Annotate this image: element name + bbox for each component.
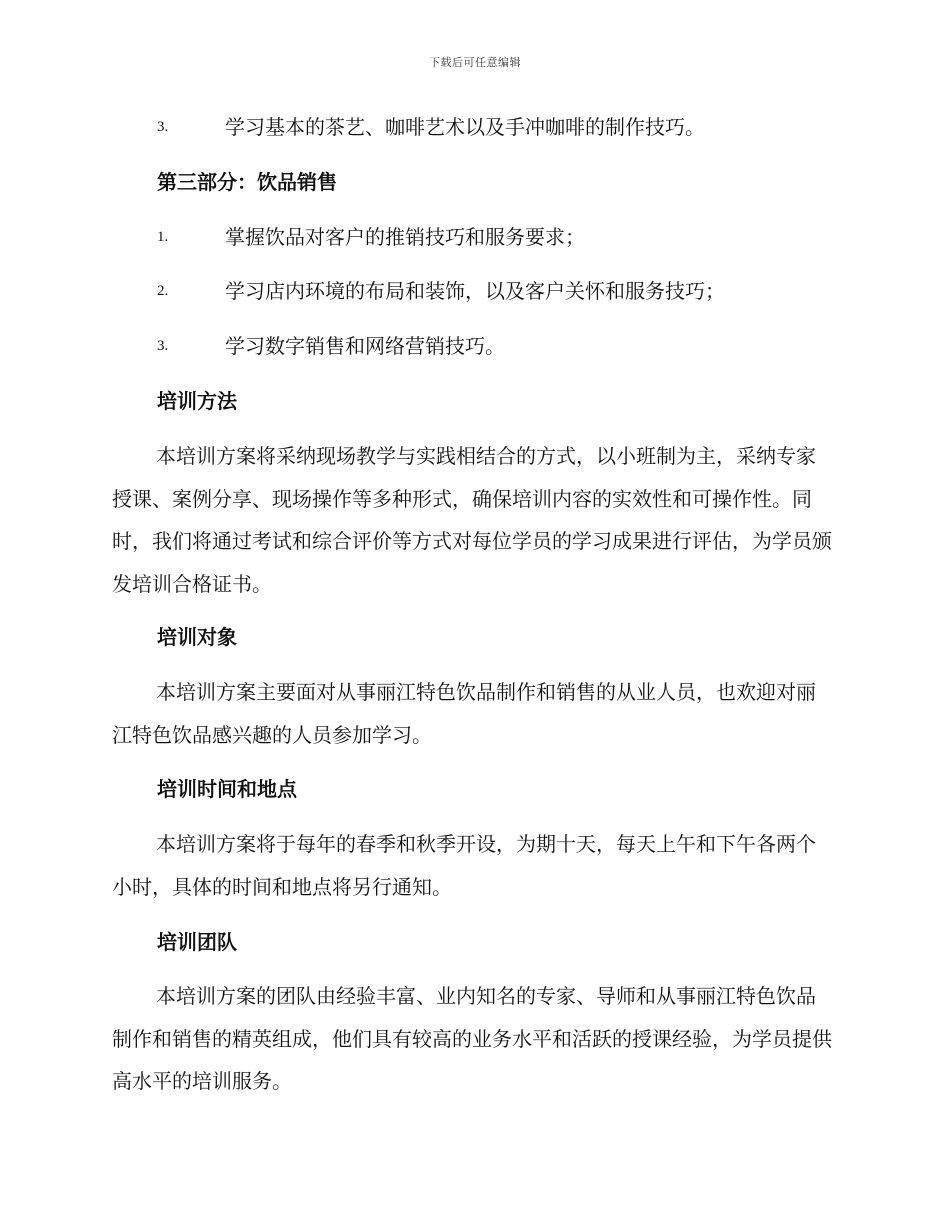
section-heading-team: 培训团队 <box>157 930 237 954</box>
list-number: 1. <box>157 229 169 245</box>
paragraph-text: 本培训方案的团队由经验丰富、业内知名的专家、导师和从事丽江特色饮品制作和销售的精英组成，他们具有较高的业务水平和活跃的授课经验，为学员提供高水平的培训服务。 <box>112 984 832 1093</box>
section-heading-part3: 第三部分：饮品销售 <box>157 170 337 194</box>
paragraph-methods <box>112 435 832 605</box>
list-text: 掌握饮品对客户的推销技巧和服务要求； <box>225 225 585 249</box>
list-text: 学习店内环境的布局和装饰，以及客户关怀和服务技巧； <box>225 279 725 303</box>
section-heading-schedule: 培训时间和地点 <box>157 777 297 801</box>
list-number: 2. <box>157 283 169 299</box>
list-text: 学习基本的茶艺、咖啡艺术以及手冲咖啡的制作技巧。 <box>225 115 705 139</box>
list-text: 学习数字销售和网络营销技巧。 <box>225 334 505 358</box>
list-number: 3. <box>157 338 169 354</box>
paragraph-text: 本培训方案将采纳现场教学与实践相结合的方式，以小班制为主，采纳专家授课、案例分享、现场操作等多种形式，确保培训内容的实效性和可操作性。同时，我们将通过考试和综合评价等方式对每位学员的学习成果进行评估，为学员颁发培训合格证书。 <box>112 444 832 596</box>
paragraph-text: 本培训方案将于每年的春季和秋季开设，为期十天，每天上午和下午各两个小时，具体的时间和地点将另行通知。 <box>112 832 816 899</box>
paragraph-audience <box>112 671 832 756</box>
page-header: 下载后可任意编辑 <box>429 56 521 69</box>
paragraph-text: 本培训方案主要面对从事丽江特色饮品制作和销售的从业人员，也欢迎对丽江特色饮品感兴趣的人员参加学习。 <box>112 680 816 747</box>
paragraph-schedule <box>112 823 832 908</box>
section-heading-methods: 培训方法 <box>157 389 237 413</box>
section-heading-audience: 培训对象 <box>157 625 237 649</box>
list-number: 3. <box>157 119 169 135</box>
paragraph-team <box>112 975 832 1103</box>
